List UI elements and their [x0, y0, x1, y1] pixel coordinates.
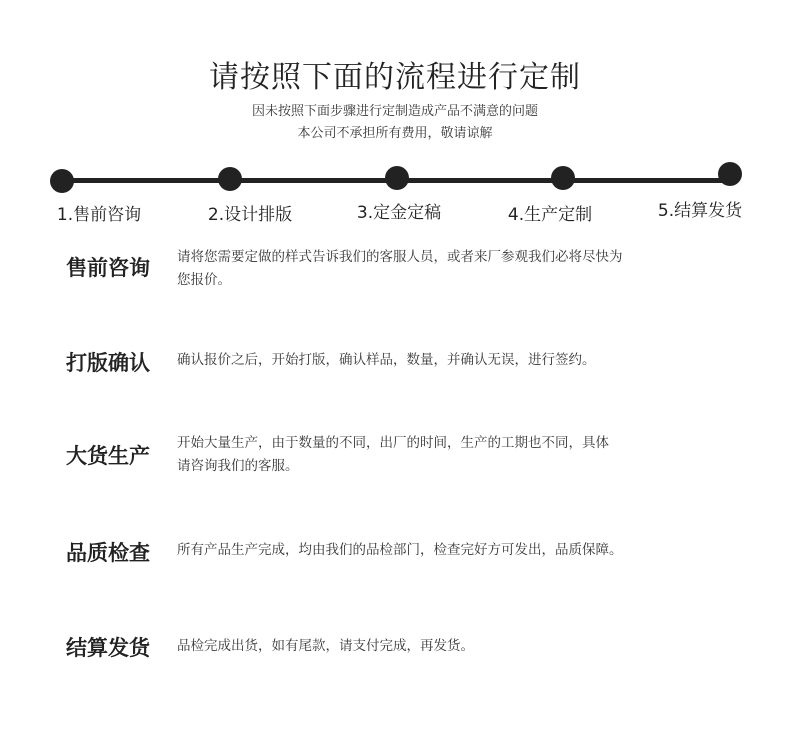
timeline-step-2: 2.设计排版: [207, 205, 293, 225]
timeline-dot-5: [718, 162, 742, 186]
section-title: 结算发货: [66, 636, 150, 660]
section-desc: [177, 432, 737, 478]
section-desc-line-1: 所有产品生产完成，均由我们的品检部门，检查完好方可发出，品质保障。: [177, 542, 623, 558]
timeline-dot-1: [50, 169, 74, 193]
section-title: 品质检查: [66, 541, 150, 565]
subtitle-line-1: 因未按照下面步骤进行定制造成产品不满意的问题: [251, 104, 538, 119]
section-desc: [177, 246, 737, 292]
section-desc-line-1: 请将您需要定做的样式告诉我们的客服人员，或者来厂参观我们必将尽快为: [177, 249, 623, 265]
section-title: 打版确认: [66, 351, 150, 375]
page-title: 请按照下面的流程进行定制: [209, 60, 581, 95]
section-title: 售前咨询: [66, 256, 150, 280]
section-desc-line-2: 您报价。: [177, 272, 231, 288]
section-desc-line-1: 确认报价之后，开始打版，确认样品，数量，并确认无误，进行签约。: [177, 352, 596, 368]
timeline-dot-2: [218, 167, 242, 191]
section-desc: [177, 349, 737, 372]
section-desc: [177, 635, 737, 658]
timeline-dot-4: [551, 166, 575, 190]
subtitle-line-2: 本公司不承担所有费用，敬请谅解: [297, 126, 493, 141]
timeline-dot-3: [385, 166, 409, 190]
process-timeline: [0, 0, 790, 240]
section-desc-line-2: 请咨询我们的客服。: [177, 458, 299, 474]
timeline-step-3: 3.定金定稿: [356, 203, 442, 223]
section-desc-line-1: 品检完成出货，如有尾款，请支付完成，再发货。: [177, 638, 474, 654]
timeline-step-4: 4.生产定制: [507, 205, 593, 225]
timeline-step-1: 1.售前咨询: [56, 205, 142, 225]
section-desc: [177, 539, 737, 562]
section-desc-line-1: 开始大量生产，由于数量的不同，出厂的时间，生产的工期也不同，具体: [177, 435, 609, 451]
section-title: 大货生产: [66, 444, 150, 468]
timeline-step-5: 5.结算发货: [657, 201, 743, 221]
